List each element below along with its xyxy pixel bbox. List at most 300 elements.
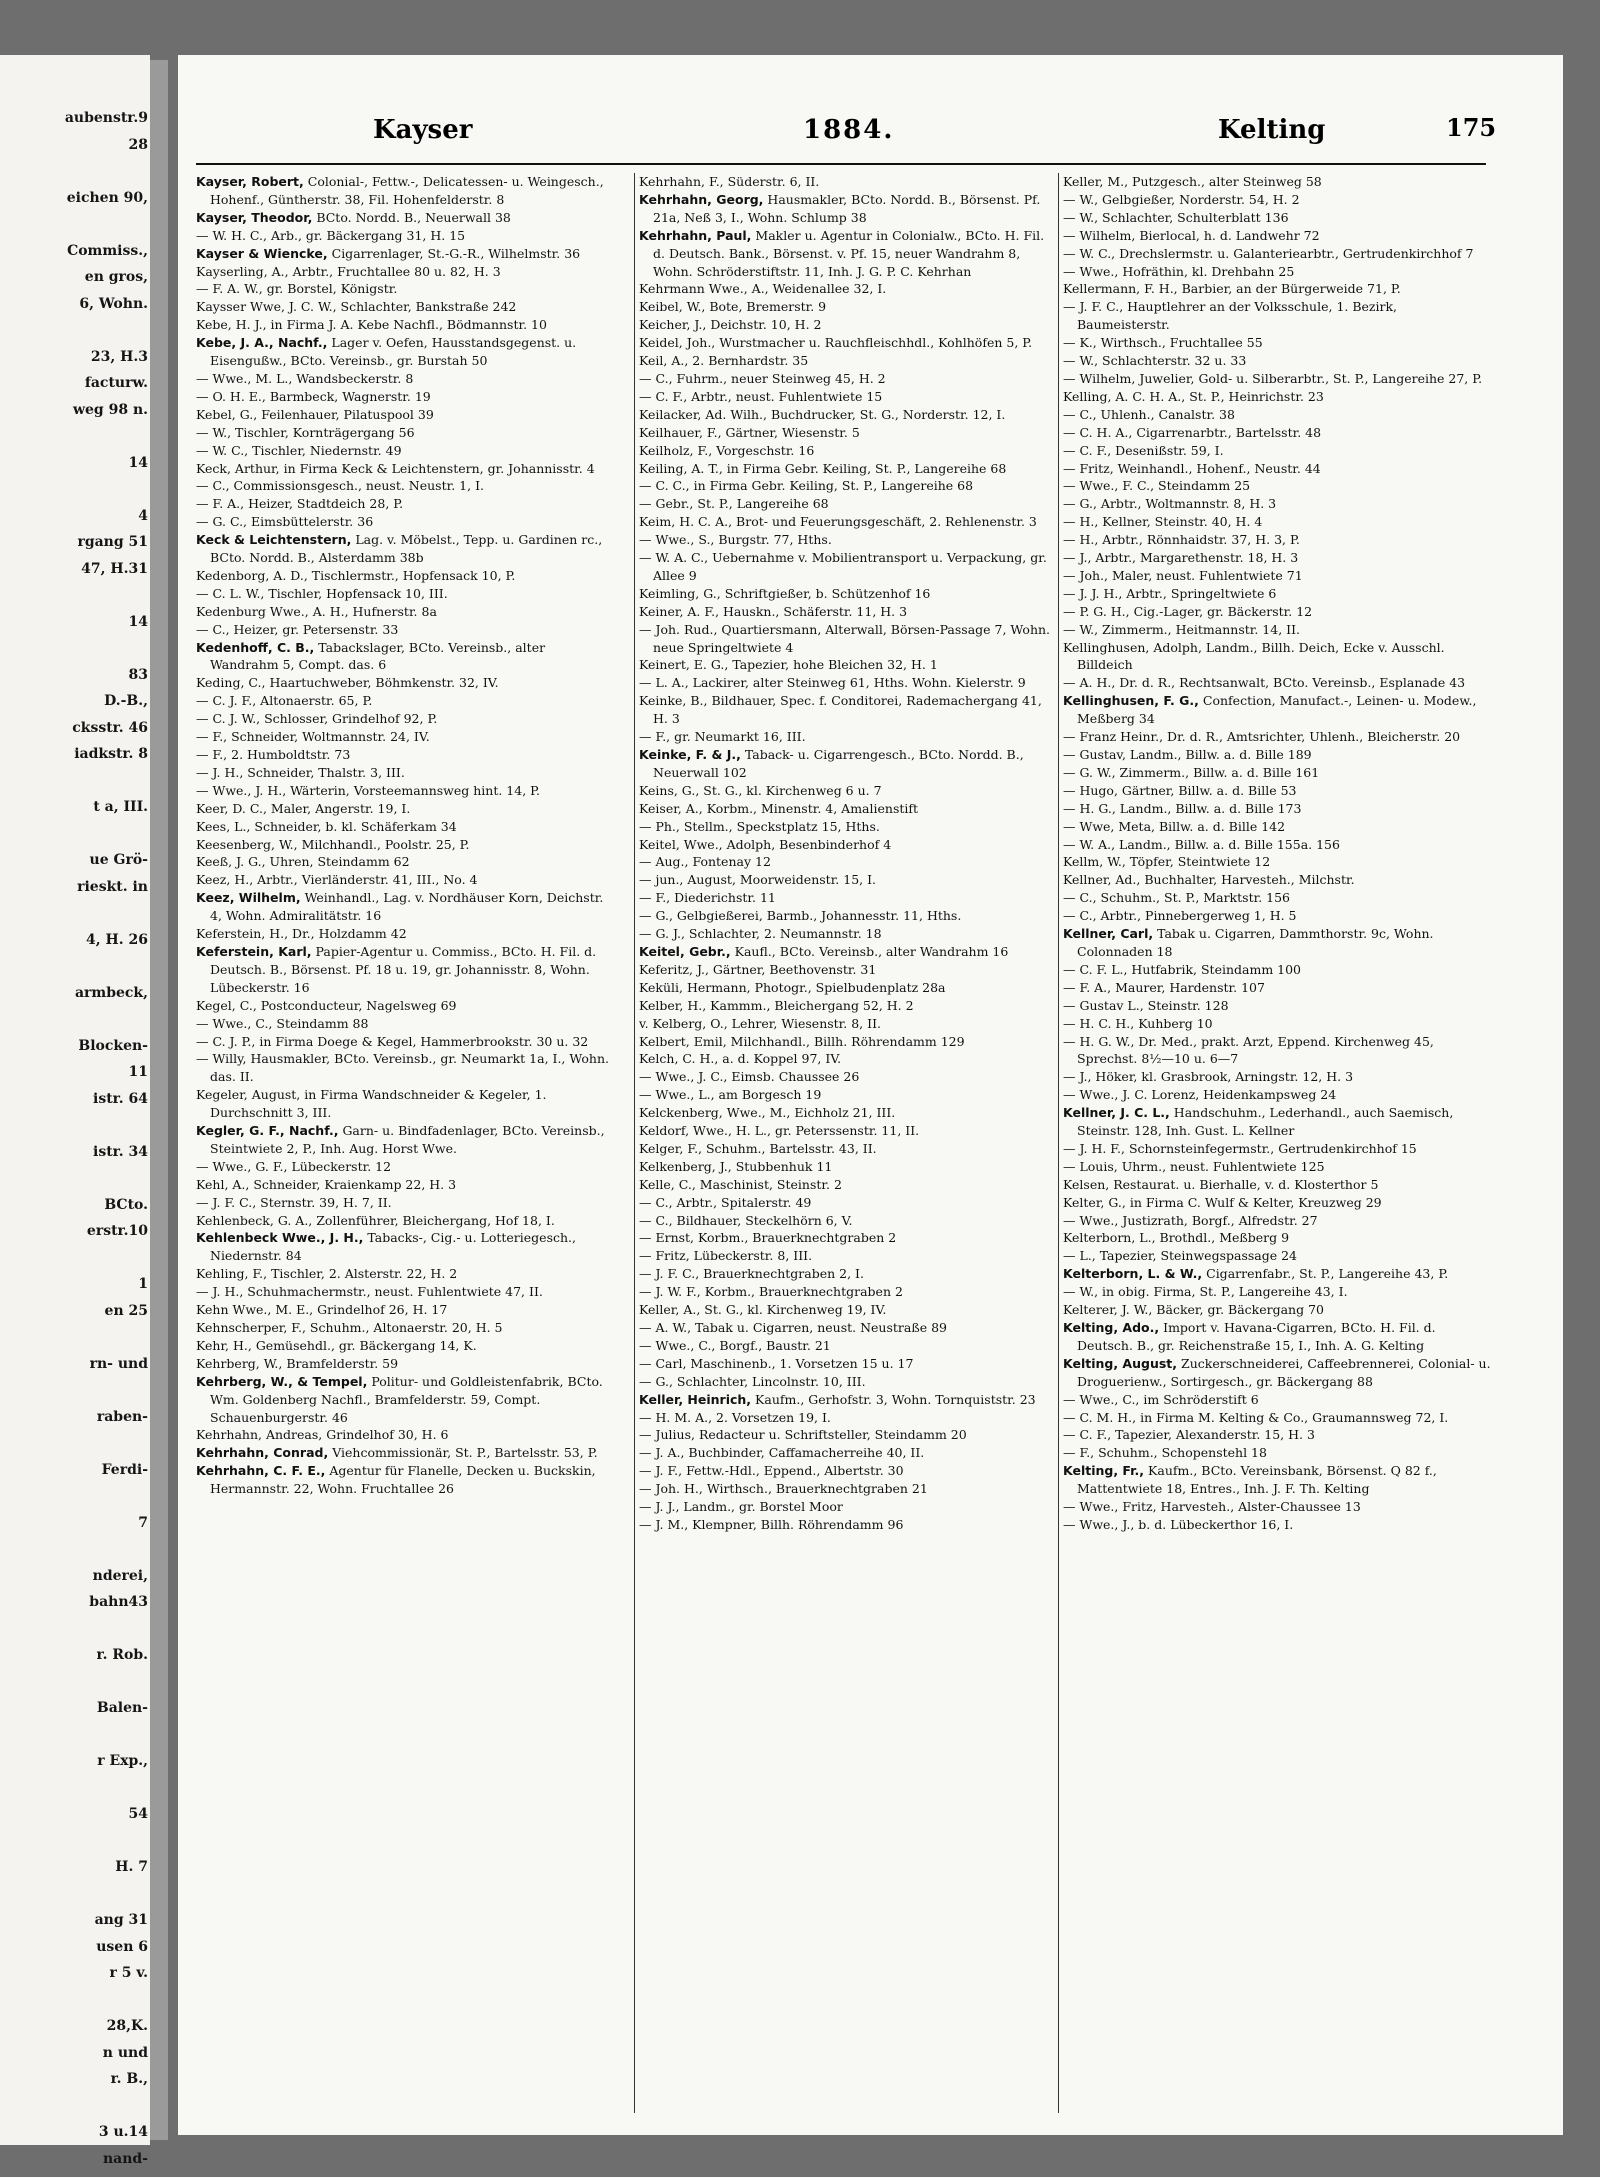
directory-page <box>178 55 1563 2135</box>
entry-text: — C. F. L., Hutfabrik, Steindamm 100 <box>1063 961 1302 977</box>
entry-text: Kehnscherper, F., Schuhm., Altonaerstr. 20, H. 5 <box>196 1320 503 1335</box>
entry-text: — O. H. E., Barmbeck, Wagnerstr. 19 <box>196 388 431 404</box>
directory-entry <box>1063 907 1493 925</box>
directory-entry <box>1063 406 1493 424</box>
entry-text: — Wwe., J. C. Lorenz, Heidenkampsweg 24 <box>1063 1087 1337 1103</box>
entry-text: — Fritz, Weinhandl., Hohenf., Neustr. 44 <box>1063 460 1321 476</box>
directory-entry <box>639 1409 1057 1427</box>
directory-entry <box>196 209 614 227</box>
entry-text: — C. J. P., in Firma Doege & Kegel, Hammerbrookstr. 30 u. 32 <box>196 1033 589 1049</box>
directory-entry <box>1063 1086 1493 1104</box>
directory-entry <box>639 334 1057 352</box>
entry-text: — Joh. Rud., Quartiersmann, Alterwall, Börsen-Passage 7, Wohn. neue Springeltwiete 4 <box>639 621 1051 655</box>
left-page-line: 14 <box>128 454 148 471</box>
entry-text: — G., Schlachter, Lincolnstr. 10, III. <box>639 1373 866 1389</box>
entry-text: — A. H., Dr. d. R., Rechtsanwalt, BCto. Vereinsb., Esplanade 43 <box>1063 675 1466 691</box>
directory-entry <box>196 316 614 334</box>
directory-entry <box>639 1140 1057 1158</box>
directory-entry <box>1063 495 1493 513</box>
entry-text: — A. W., Tabak u. Cigarren, neust. Neustraße 89 <box>639 1320 947 1335</box>
directory-entry <box>639 298 1057 316</box>
entry-text: Keimling, G., Schriftgießer, b. Schützenhof 16 <box>639 585 931 601</box>
directory-entry <box>639 424 1057 442</box>
entry-name: Kayser, Robert, <box>196 174 304 189</box>
entry-text: — G. C., Eimsbüttelerstr. 36 <box>196 514 374 530</box>
entry-text: Keilacker, Ad. Wilh., Buchdrucker, St. G., Norderstr. 12, I. <box>639 406 1006 422</box>
entry-text: Kaysser Wwe, J. C. W., Schlachter, Bankstraße 242 <box>196 299 517 315</box>
directory-entry <box>1063 1283 1493 1301</box>
entry-name: Kellner, J. C. L., <box>1063 1105 1170 1121</box>
directory-entry <box>639 477 1057 495</box>
entry-text: Kellermann, F. H., Barbier, an der Bürgerweide 71, P. <box>1063 281 1401 297</box>
entry-text: — W. H. C., Arb., gr. Bäckergang 31, H. 15 <box>196 227 466 243</box>
entry-text: — Aug., Fontenay 12 <box>639 854 771 870</box>
entry-text: Kees, L., Schneider, b. kl. Schäferkam 34 <box>196 818 457 834</box>
directory-entry <box>639 961 1057 979</box>
entry-text: Keilhauer, F., Gärtner, Wiesenstr. 5 <box>639 424 860 440</box>
directory-entry <box>639 674 1057 692</box>
directory-entry <box>1063 424 1493 442</box>
entry-name: Kehrhahn, Georg, <box>639 191 764 207</box>
entry-text: Keiling, A. T., in Firma Gebr. Keiling, St. P., Langereihe 68 <box>639 460 1007 476</box>
left-page-line: raben- <box>96 1408 148 1425</box>
directory-entry <box>639 388 1057 406</box>
left-page-line: nderei, <box>92 1567 148 1584</box>
entry-name: Kegler, G. F., Nachf., <box>196 1123 339 1139</box>
directory-entry <box>639 853 1057 871</box>
entry-text: — Wwe., C., Borgf., Baustr. 21 <box>639 1337 831 1353</box>
entry-text: — Wwe., J. C., Eimsb. Chaussee 26 <box>639 1069 860 1085</box>
left-page-line: en gros, <box>84 269 148 285</box>
directory-entry <box>639 280 1057 298</box>
directory-entry <box>196 1283 614 1301</box>
left-page-line: r Exp., <box>97 1753 148 1769</box>
directory-entry <box>639 997 1057 1015</box>
entry-text: — Ernst, Korbm., Brauerknechtgraben 2 <box>639 1230 897 1246</box>
entry-text: v. Kelberg, O., Lehrer, Wiesenstr. 8, II. <box>639 1015 881 1031</box>
entry-text: Keinert, E. G., Tapezier, hohe Bleichen 32, H. 1 <box>639 657 938 673</box>
entry-text: Garn- u. Bindfadenlager, BCto. Vereinsb., Steintwiete 2, P., Inh. Aug. Horst Wwe. <box>210 1123 605 1156</box>
left-page-line: eichen 90, <box>66 189 148 206</box>
directory-entry <box>639 1015 1057 1033</box>
entry-text: — Wwe, Meta, Billw. a. d. Bille 142 <box>1063 818 1286 834</box>
entry-text: — W. A. C., Uebernahme v. Mobilientransport u. Verpackung, gr. Allee 9 <box>639 550 1047 583</box>
entry-text: Kaufl., BCto. Vereinsb., alter Wandrahm 16 <box>734 943 1009 959</box>
directory-entry <box>196 1319 614 1337</box>
directory-entry <box>1063 603 1493 621</box>
left-page-line: Balen- <box>96 1700 148 1716</box>
directory-entry <box>639 1391 1057 1409</box>
entry-text: — W., Schlachter, Schulterblatt 136 <box>1063 209 1289 225</box>
left-page-line: 83 <box>128 666 148 683</box>
left-page-line: Blocken- <box>78 1037 148 1054</box>
directory-entry <box>196 925 614 943</box>
left-page-line: 4 <box>138 507 148 524</box>
directory-entry <box>639 1516 1057 1534</box>
entry-text: — Wwe., Fritz, Harvesteh., Alster-Chaussee 13 <box>1063 1499 1361 1515</box>
left-page-line: erstr.10 <box>86 1223 148 1239</box>
directory-entry <box>639 513 1057 531</box>
directory-entry <box>196 513 614 531</box>
directory-entry <box>1063 1462 1493 1498</box>
entry-text: Cigarrenlager, St.-G.-R., Wilhelmstr. 36 <box>331 245 581 261</box>
entry-text: Tabackslager, BCto. Vereinsb., alter Wandrahm 5, Compt. das. 6 <box>210 639 546 673</box>
directory-entry <box>1063 1319 1493 1355</box>
directory-entry <box>639 1355 1057 1373</box>
directory-entry <box>1063 1033 1493 1069</box>
entry-text: Keitel, Wwe., Adolph, Besenbinderhof 4 <box>639 836 892 852</box>
entry-text: Taback- u. Cigarrengesch., BCto. Nordd. B., Neuerwall 102 <box>653 747 1024 780</box>
entry-text: — C., Heizer, gr. Petersenstr. 33 <box>196 621 399 637</box>
entry-text: — G. J., Schlachter, 2. Neumannstr. 18 <box>639 926 882 942</box>
entry-text: Kehrhahn, F., Süderstr. 6, II. <box>639 174 820 189</box>
entry-name: Kebe, J. A., Nachf., <box>196 335 328 351</box>
directory-column-2 <box>634 173 1057 2113</box>
directory-entry <box>639 442 1057 460</box>
entry-text: Viehcommissionär, St. P., Bartelsstr. 53, P. <box>332 1445 598 1461</box>
directory-entry <box>639 1283 1057 1301</box>
directory-entry <box>639 352 1057 370</box>
left-page-line: bahn43 <box>89 1594 148 1610</box>
entry-text: — Wilhelm, Juwelier, Gold- u. Silberarbtr., St. P., Langereihe 27, P. <box>1063 370 1483 386</box>
entry-name: Kehrhahn, Paul, <box>639 227 752 243</box>
directory-entry <box>196 1158 614 1176</box>
left-page-line: iadkstr. 8 <box>74 746 148 762</box>
entry-text: — C. F., Tapezier, Alexanderstr. 15, H. 3 <box>1063 1427 1315 1443</box>
entry-text: — W. A., Landm., Billw. a. d. Bille 155a. 156 <box>1063 836 1340 852</box>
entry-name: Keinke, F. & J., <box>639 747 741 762</box>
entry-text: — Wwe., Hofräthin, kl. Drehbahn 25 <box>1063 263 1295 279</box>
entry-text: Kelsen, Restaurat. u. Bierhalle, v. d. Klosterthor 5 <box>1063 1176 1379 1192</box>
directory-entry <box>639 370 1057 388</box>
entry-text: — Carl, Maschinenb., 1. Vorsetzen 15 u. 17 <box>639 1355 914 1371</box>
entry-text: — F. A., Maurer, Hardenstr. 107 <box>1063 979 1265 995</box>
entry-text: — Wwe., G. F., Lübeckerstr. 12 <box>196 1158 392 1174</box>
entry-text: Keer, D. C., Maler, Angerstr. 19, I. <box>196 800 411 816</box>
entry-text: Keiser, A., Korbm., Minenstr. 4, Amalienstift <box>639 800 919 816</box>
entry-text: — Wwe., F. C., Steindamm 25 <box>1063 478 1251 494</box>
entry-text: — P. G. H., Cig.-Lager, gr. Bäckerstr. 12 <box>1063 603 1313 619</box>
entry-text: Colonial-, Fettw.-, Delicatessen- u. Weingesch., Hohenf., Güntherstr. 38, Fil. Hohenfelderstr. 8 <box>210 174 604 207</box>
directory-entry <box>196 227 614 245</box>
directory-entry <box>1063 1498 1493 1516</box>
entry-name: Keez, Wilhelm, <box>196 890 301 906</box>
directory-entry <box>1063 800 1493 818</box>
left-page-line: 28 <box>128 136 148 153</box>
entry-name: Kelterborn, L. & W., <box>1063 1266 1203 1282</box>
entry-name: Kellinghusen, F. G., <box>1063 693 1199 709</box>
entry-text: Keicher, J., Deichstr. 10, H. 2 <box>639 317 822 333</box>
entry-text: — W. C., Drechslermstr. u. Galanteriearbtr., Gertrudenkirchhof 7 <box>1063 245 1474 261</box>
entry-text: Keferstein, H., Dr., Holzdamm 42 <box>196 926 407 942</box>
entry-text: Cigarrenfabr., St. P., Langereihe 43, P. <box>1206 1266 1449 1282</box>
directory-entry <box>639 728 1057 746</box>
entry-text: — C., Schuhm., St. P., Marktstr. 156 <box>1063 890 1291 906</box>
directory-entry <box>639 1480 1057 1498</box>
directory-entry <box>1063 263 1493 281</box>
entry-text: — Wwe., M. L., Wandsbeckerstr. 8 <box>196 370 414 386</box>
entry-text: Kelterer, J. W., Bäcker, gr. Bäckergang 70 <box>1063 1302 1324 1318</box>
header-left-word: Kayser <box>373 115 473 145</box>
left-page-line: 14 <box>128 613 148 630</box>
entry-text: Keez, H., Arbtr., Vierländerstr. 41, III., No. 4 <box>196 872 478 888</box>
directory-entry <box>639 1212 1057 1230</box>
entry-text: — J. A., Buchbinder, Caffamacherreihe 40, II. <box>639 1445 925 1461</box>
entry-text: Lager v. Oefen, Hausstandsgegenst. u. Eisengußw., BCto. Vereinsb., gr. Burstah 50 <box>210 335 577 369</box>
directory-entry <box>639 979 1057 997</box>
directory-entry <box>639 173 1057 191</box>
entry-text: BCto. Nordd. B., Neuerwall 38 <box>316 209 511 225</box>
directory-entry <box>1063 1516 1493 1534</box>
entry-text: Kelch, C. H., a. d. Koppel 97, IV. <box>639 1051 842 1067</box>
entry-text: Handschuhm., Lederhandl., auch Saemisch, Steinstr. 128, Inh. Gust. L. Kellner <box>1077 1105 1454 1139</box>
directory-entry <box>1063 209 1493 227</box>
directory-entry <box>639 406 1057 424</box>
directory-entry <box>1063 871 1493 889</box>
directory-entry <box>1063 173 1493 191</box>
directory-entry <box>1063 298 1493 334</box>
left-page-line: r. Rob. <box>96 1647 148 1663</box>
directory-entry <box>1063 1068 1493 1086</box>
directory-entry <box>1063 567 1493 585</box>
entry-text: Weinhandl., Lag. v. Nordhäuser Korn, Deichstr. 4, Wohn. Admiralitätstr. 16 <box>210 890 604 924</box>
directory-entry <box>196 853 614 871</box>
directory-entry <box>196 173 614 209</box>
directory-entry <box>639 495 1057 513</box>
entry-text: — C., Uhlenh., Canalstr. 38 <box>1063 406 1235 422</box>
header-year: 1884. <box>803 115 895 145</box>
left-page-line: 23, H.3 <box>90 348 148 365</box>
page-header <box>178 115 1563 155</box>
entry-text: — W., Tischler, Kornträgergang 56 <box>196 424 415 440</box>
entry-text: — G., Arbtr., Woltmannstr. 8, H. 3 <box>1063 496 1277 512</box>
entry-text: Keküli, Hermann, Photogr., Spielbudenplatz 28a <box>639 979 946 995</box>
left-page-line: D.-B., <box>104 693 148 709</box>
entry-text: — Wwe., C., im Schröderstift 6 <box>1063 1391 1259 1407</box>
directory-entry <box>1063 1140 1493 1158</box>
directory-entry <box>1063 1301 1493 1319</box>
directory-entry <box>1063 1104 1493 1140</box>
left-page-line: weg 98 n. <box>72 401 148 418</box>
entry-name: Kayser, Theodor, <box>196 209 313 225</box>
entry-text: Tabak u. Cigarren, Dammthorstr. 9c, Wohn. Colonnaden 18 <box>1077 926 1434 959</box>
entry-text: — F. A., Heizer, Stadtdeich 28, P. <box>196 496 404 512</box>
entry-name: Keferstein, Karl, <box>196 943 312 959</box>
directory-entry <box>196 1212 614 1230</box>
entry-text: — J. J. H., Arbtr., Springeltwiete 6 <box>1063 585 1277 601</box>
entry-text: Kelger, F., Schuhm., Bartelsstr. 43, II. <box>639 1140 877 1156</box>
directory-entry <box>1063 639 1493 675</box>
directory-entry <box>639 1104 1057 1122</box>
entry-text: — Wilhelm, Bierlocal, h. d. Landwehr 72 <box>1063 227 1320 243</box>
entry-text: — C., Bildhauer, Steckelhörn 6, V. <box>639 1212 853 1228</box>
entry-name: Kedenhoff, C. B., <box>196 639 315 655</box>
directory-entry <box>639 656 1057 674</box>
directory-entry <box>639 1068 1057 1086</box>
entry-text: Papier-Agentur u. Commiss., BCto. H. Fil. d. Deutsch. B., Börsenst. Pf. 18 u. 19, gr. Johannisstr. 8, Wohn. Lübeckerstr. 16 <box>210 943 597 995</box>
entry-text: — J. H., Schneider, Thalstr. 3, III. <box>196 764 405 780</box>
directory-entry <box>639 1033 1057 1051</box>
directory-entry <box>639 549 1057 585</box>
directory-entry <box>196 943 614 997</box>
entry-text: — W. C., Tischler, Niedernstr. 49 <box>196 442 402 458</box>
entry-text: Lag. v. Möbelst., Tepp. u. Gardinen rc., BCto. Nordd. B., Alsterdamm 38b <box>210 532 603 566</box>
left-page-line: H. 7 <box>115 1859 148 1875</box>
left-page-line: aubenstr.9 <box>64 110 148 126</box>
entry-text: Kebe, H. J., in Firma J. A. Kebe Nachfl., Bödmannstr. 10 <box>196 317 547 333</box>
directory-entry <box>196 836 614 854</box>
entry-text: Hausmakler, BCto. Nordd. B., Börsenst. Pf. 21a, Neß 3, I., Wohn. Schlump 38 <box>653 191 1041 225</box>
entry-text: — C., Arbtr., Spitalerstr. 49 <box>639 1194 812 1210</box>
entry-text: — jun., August, Moorweidenstr. 15, I. <box>639 872 877 888</box>
entry-text: — H. C. H., Kuhberg 10 <box>1063 1015 1213 1031</box>
left-page-line: armbeck, <box>74 984 148 1001</box>
left-page-line: 6, Wohn. <box>79 295 148 312</box>
directory-entry <box>639 227 1057 281</box>
entry-text: Keins, G., St. G., kl. Kirchenweg 6 u. 7 <box>639 782 882 798</box>
directory-entry <box>639 1301 1057 1319</box>
directory-entry <box>639 889 1057 907</box>
directory-entry <box>1063 245 1493 263</box>
entry-text: Kelbert, Emil, Milchhandl., Billh. Röhrendamm 129 <box>639 1033 965 1049</box>
entry-text: — W., Zimmerm., Heitmannstr. 14, II. <box>1063 621 1301 637</box>
entry-text: — J., Höker, kl. Grasbrook, Arningstr. 12, H. 3 <box>1063 1069 1354 1085</box>
directory-entry <box>196 280 614 298</box>
directory-entry <box>196 263 614 281</box>
directory-entry <box>639 191 1057 227</box>
entry-name: Keck & Leichtenstern, <box>196 532 352 548</box>
directory-entry <box>196 298 614 316</box>
entry-name: Kayser & Wiencke, <box>196 245 328 261</box>
entry-text: Keding, C., Haartuchweber, Böhmkenstr. 32, IV. <box>196 675 499 691</box>
entry-text: — F., Schneider, Woltmannstr. 24, IV. <box>196 729 430 745</box>
directory-entry <box>196 1050 614 1086</box>
entry-text: Keller, A., St. G., kl. Kirchenweg 19, IV. <box>639 1302 887 1318</box>
directory-entry <box>1063 370 1493 388</box>
entry-text: — H., Kellner, Steinstr. 40, H. 4 <box>1063 514 1263 530</box>
header-rule <box>196 163 1486 165</box>
entry-text: Kehrmann Wwe., A., Weidenallee 32, I. <box>639 281 887 297</box>
directory-entry <box>196 1462 614 1498</box>
directory-entry <box>1063 460 1493 478</box>
directory-entry <box>196 692 614 710</box>
entry-text: Kellm, W., Töpfer, Steintwiete 12 <box>1063 854 1271 870</box>
directory-entry <box>1063 621 1493 639</box>
directory-entry <box>1063 1391 1493 1409</box>
directory-entry <box>196 1373 614 1427</box>
directory-entry <box>1063 531 1493 549</box>
entry-text: — G., Gelbgießerei, Barmb., Johannesstr. 11, Hths. <box>639 908 962 924</box>
entry-text: Kebel, G., Feilenhauer, Pilatuspool 39 <box>196 406 434 422</box>
directory-entry <box>196 1033 614 1051</box>
entry-text: Keidel, Joh., Wurstmacher u. Rauchfleischhdl., Kohlhöfen 5, P. <box>639 335 1033 351</box>
directory-entry <box>639 1158 1057 1176</box>
directory-entry <box>196 388 614 406</box>
directory-entry <box>639 1247 1057 1265</box>
entry-name: Keitel, Gebr., <box>639 943 731 959</box>
directory-column-3 <box>1058 173 1493 2113</box>
directory-entry <box>1063 191 1493 209</box>
entry-text: — Wwe., J. H., Wärterin, Vorsteemannsweg hint. 14, P. <box>196 782 541 798</box>
directory-entry <box>196 245 614 263</box>
directory-entry <box>639 1265 1057 1283</box>
directory-entry <box>196 603 614 621</box>
entry-text: — W., Schlachterstr. 32 u. 33 <box>1063 353 1247 369</box>
entry-text: — J. H. F., Schornsteinfegermstr., Gertrudenkirchhof 15 <box>1063 1140 1417 1156</box>
left-page-line: 7 <box>138 1514 148 1531</box>
directory-entry <box>196 424 614 442</box>
directory-entry <box>1063 961 1493 979</box>
entry-text: — C. F., Desenißstr. 59, I. <box>1063 442 1224 458</box>
entry-text: — Julius, Redacteur u. Schriftsteller, Steindamm 20 <box>639 1427 967 1443</box>
entry-text: — Wwe., C., Steindamm 88 <box>196 1015 369 1031</box>
left-page-line: n und <box>102 2044 148 2061</box>
entry-text: Keiner, A. F., Hauskn., Schäferstr. 11, H. 3 <box>639 603 908 619</box>
directory-entry <box>639 746 1057 782</box>
entry-text: — Ph., Stellm., Speckstplatz 15, Hths. <box>639 818 880 834</box>
entry-text: — Franz Heinr., Dr. d. R., Amtsrichter, Uhlenh., Bleicherstr. 20 <box>1063 729 1461 745</box>
entry-text: Kehrberg, W., Bramfelderstr. 59 <box>196 1355 399 1371</box>
directory-entry <box>196 1426 614 1444</box>
entry-text: — G. W., Zimmerm., Billw. a. d. Bille 161 <box>1063 764 1320 780</box>
entry-text: Kegel, C., Postconducteur, Nagelsweg 69 <box>196 997 457 1013</box>
entry-text: — F. A. W., gr. Borstel, Königstr. <box>196 281 398 297</box>
directory-entry <box>1063 746 1493 764</box>
directory-entry <box>196 334 614 370</box>
directory-entry <box>196 1086 614 1122</box>
directory-entry <box>639 925 1057 943</box>
directory-entry <box>196 460 614 478</box>
directory-entry <box>1063 728 1493 746</box>
directory-entry <box>1063 1176 1493 1194</box>
entry-text: — C. H. A., Cigarrenarbtr., Bartelsstr. 48 <box>1063 424 1322 440</box>
directory-entry <box>196 639 614 675</box>
directory-entry <box>639 603 1057 621</box>
directory-entry <box>639 621 1057 657</box>
entry-text: — F., Schuhm., Schopenstehl 18 <box>1063 1445 1267 1461</box>
entry-name: Kelting, August, <box>1063 1355 1178 1371</box>
left-page-line: facturw. <box>84 375 148 391</box>
left-page-line: 47, H.31 <box>81 560 148 577</box>
entry-text: Kellinghusen, Adolph, Landm., Billh. Deich, Ecke v. Ausschl. Billdeich <box>1063 639 1445 673</box>
left-page-line: 3 u.14 <box>98 2124 148 2140</box>
directory-entry <box>1063 782 1493 800</box>
entry-name: Kehrberg, W., & Tempel, <box>196 1373 368 1389</box>
entry-text: Kelkenberg, J., Stubbenhuk 11 <box>639 1158 833 1174</box>
entry-text: Keesenberg, W., Milchhandl., Poolstr. 25, P. <box>196 836 470 852</box>
left-page-line: usen 6 <box>96 1938 148 1955</box>
entry-text: — W., Gelbgießer, Norderstr. 54, H. 2 <box>1063 191 1300 207</box>
directory-entry <box>639 871 1057 889</box>
directory-entry <box>1063 979 1493 997</box>
directory-entry <box>1063 853 1493 871</box>
entry-text: — C., Fuhrm., neuer Steinweg 45, H. 2 <box>639 370 886 386</box>
entry-name: Kelting, Ado., <box>1063 1320 1160 1335</box>
entry-name: Kellner, Carl, <box>1063 926 1154 942</box>
directory-entry <box>1063 513 1493 531</box>
entry-text: — C. M. H., in Firma M. Kelting & Co., Graumannsweg 72, I. <box>1063 1409 1449 1425</box>
entry-text: Keilholz, F., Vorgeschstr. 16 <box>639 442 815 458</box>
entry-text: — Fritz, Lübeckerstr. 8, III. <box>639 1248 813 1264</box>
entry-name: Kehrhahn, Conrad, <box>196 1445 329 1461</box>
entry-text: Kehlenbeck, G. A., Zollenführer, Bleichergang, Hof 18, I. <box>196 1212 555 1228</box>
directory-entry <box>1063 1158 1493 1176</box>
entry-text: — J. F., Fettw.-Hdl., Eppend., Albertstr. 30 <box>639 1463 904 1479</box>
directory-entry <box>196 1337 614 1355</box>
entry-text: — H., Arbtr., Rönnhaidstr. 37, H. 3, P. <box>1063 532 1300 548</box>
directory-entry <box>639 692 1057 728</box>
directory-entry <box>1063 997 1493 1015</box>
